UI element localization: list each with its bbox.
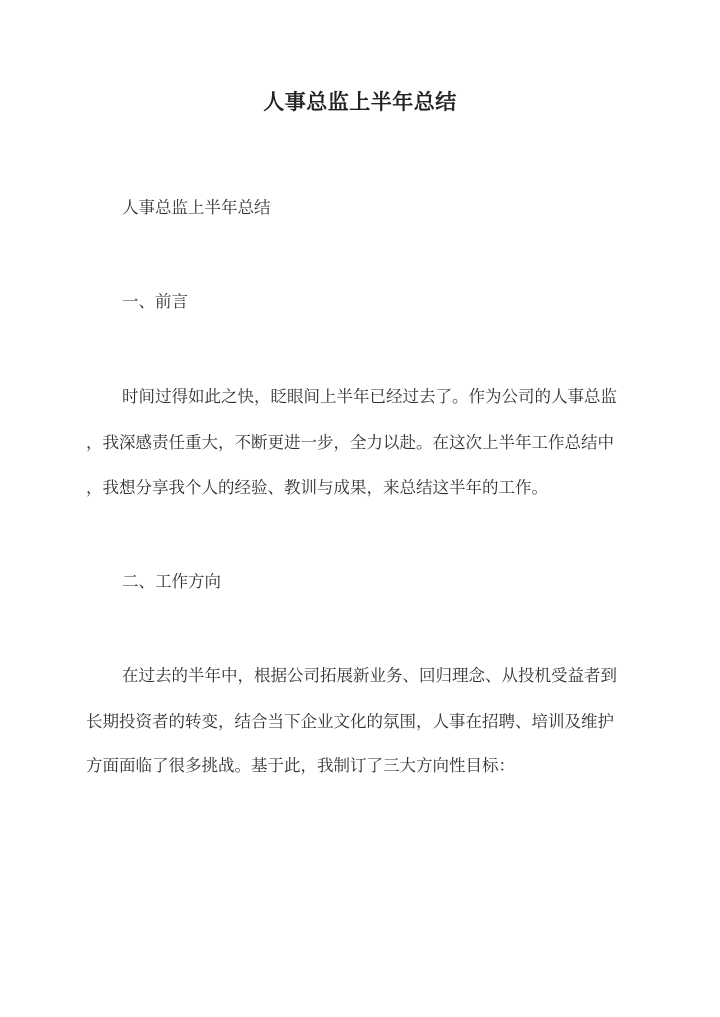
document-subtitle: 人事总监上半年总结	[122, 198, 271, 217]
section-heading-preface: 一、前言	[122, 292, 188, 311]
document-title: 人事总监上半年总结	[263, 89, 457, 114]
preface-line-2: ，我深感责任重大，不断更进一步，全力以赴。在这次上半年工作总结中	[86, 433, 614, 452]
work-direction-line-3: 方面面临了很多挑战。基于此，我制订了三大方向性目标：	[86, 756, 515, 775]
preface-line-1: 时间过得如此之快，眨眼间上半年已经过去了。作为公司的人事总监	[122, 387, 617, 406]
section-heading-work-direction: 二、工作方向	[122, 572, 221, 591]
preface-line-3: ，我想分享我个人的经验、教训与成果，来总结这半年的工作。	[86, 478, 548, 497]
work-direction-line-1: 在过去的半年中，根据公司拓展新业务、回归理念、从投机受益者到	[122, 666, 617, 685]
work-direction-line-2: 长期投资者的转变，结合当下企业文化的氛围，人事在招聘、培训及维护	[86, 712, 614, 731]
